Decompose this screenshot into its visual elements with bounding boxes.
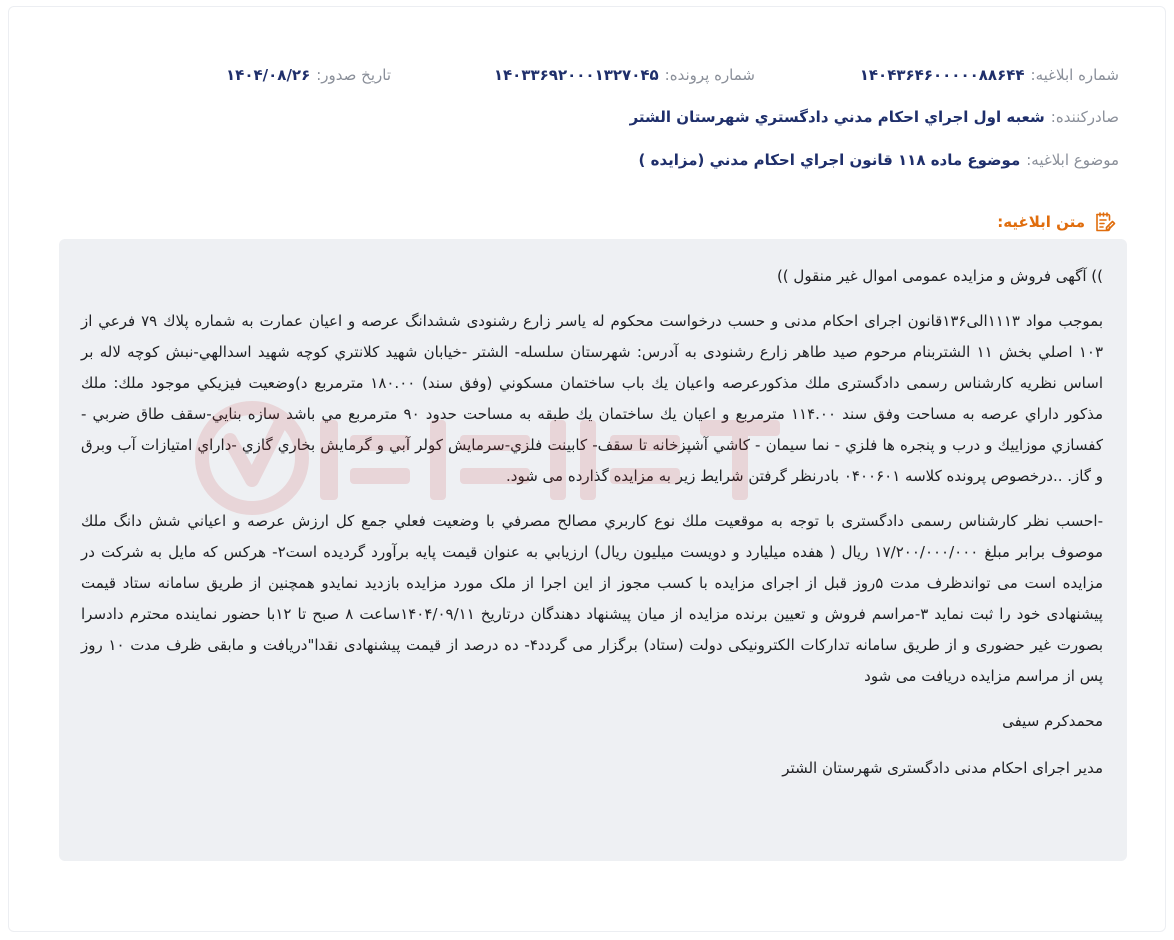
issuer-label: صادرکننده: — [1050, 108, 1119, 126]
case-number-value: ۱۴۰۳۳۶۹۲۰۰۰۱۳۲۷۰۴۵ — [493, 66, 659, 84]
notice-number-label: شماره ابلاغیه: — [1030, 66, 1119, 84]
notice-paragraph-1: بموجب مواد ۱۱۱۳الی۱۳۶قانون اجرای احکام مدنی و حسب درخواست محکوم له یاسر زارع رشنودی ششدانگ عرصه و اعیان عمارت به شماره پلاك ۷۹ فرعي از ۱۰۳ اصلي بخش ۱۱ الشتربنام مرحوم صيد طاهر زارع رشنودی به آدرس: شهرستان سلسله- الشتر -خيابان شهيد كلانتري كوچه شهيد اسدالهي-نبش كوچه لاله بر اساس نظريه كارشناس رسمی دادگستری ملك مذكورعرصه واعيان يك باب ساختمان مسكوني (وفق سند) ۱۸۰.۰۰ مترمربع د)وضعيت فيزيكي موجود ملك: ملك مذكور داراي عرصه به مساحت وفق سند ۱۱۴.۰۰ مترمربع و اعيان يك ساختمان يك طبقه به مساحت حدود ۹۰ مترمربع مي باشد سازه بنايي-سقف طاق ضربي - كفسازي موزاييك و درب و پنجره ها فلزي - نما سيمان - كاشي آشپزخانه تا سقف- كابينت فلزي-سرمايش كولر آبي و گرمايش بخاري گازي -داراي امتيازات آب وبرق و گاز. ..درخصوص پرونده كلاسه ۰۴۰۰۶۰۱ بادرنظر گرفتن شرایط زیر به مزایده گذارده می شود. — [81, 312, 1103, 485]
subject-value: موضوع ماده ۱۱۸ قانون اجراي احكام مدني (مزايده ) — [638, 151, 1021, 169]
meta-row-subject — [55, 148, 1119, 172]
issue-date-value: ۱۴۰۴/۰۸/۲۶ — [226, 66, 311, 84]
meta-row-numbers — [55, 63, 1119, 87]
case-number — [494, 66, 755, 84]
meta-row-issuer — [55, 105, 1119, 129]
signer-name: محمدکرم سیفی — [1002, 712, 1103, 730]
notice-text-heading — [997, 209, 1117, 235]
case-number-label: شماره پرونده: — [664, 66, 755, 84]
issue-date-label: تاریخ صدور: — [316, 66, 391, 84]
notice-text-heading-label: متن ابلاغیه: — [997, 213, 1085, 231]
signer-title: مدیر اجرای احکام مدنی دادگستری شهرستان الشتر — [782, 759, 1103, 777]
notice-number — [860, 66, 1119, 84]
issue-date — [226, 66, 391, 84]
notice-title: )) آگهی فروش و مزایده عمومی اموال غیر منقول )) — [776, 267, 1103, 285]
notice-text-box — [59, 239, 1127, 861]
notice-paragraph-2: -احسب نظر كارشناس رسمی دادگستری با توجه به موقعيت ملك نوع كاربري مصالح مصرفي با وضعيت فعلي جمع كل ارزش عرصه و اعياني شش دانگ ملك موصوف برابر مبلغ ۱۷/۲۰۰/۰۰۰/۰۰۰ ريال ( هفده ميليارد و دويست ميليون ريال) ارزيابي به عنوان قیمت پایه برآورد گردیده است۲- هرکس که مایل به شرکت در مزایده است می تواندظرف مدت ۵روز قبل از اجرای مزایده با کسب مجوز از این اجرا از ملک مورد مزایده بازدید نمایدو همچنین از طریق سامانه ستاد قیمت پیشنهادی خود را ثبت نماید ۳-مراسم فروش و تعیین برنده مزایده از میان پیشنهاد دهندگان درتاریخ ۱۴۰۴/۰۹/۱۱ساعت ۸ صبح تا ۱۲با حضور نماینده محترم دادسرا بصورت غیر حضوری و از طریق سامانه تدارکات الکترونیکی دولت (ستاد) برگزار می گردد۴- ده درصد از قیمت پیشنهادی نقدا"دریافت و مابقی ظرف مدت ۱۰ روز پس از مراسم مزایده دریافت می شود — [81, 512, 1104, 685]
notice-number-value: ۱۴۰۴۳۶۴۶۰۰۰۰۰۸۸۶۴۴ — [859, 66, 1025, 84]
subject-label: موضوع ابلاغیه: — [1026, 151, 1119, 169]
document-edit-icon — [1093, 210, 1117, 234]
issuer-value: شعبه اول اجراي احكام مدني دادگستري شهرستان الشتر — [629, 108, 1045, 126]
